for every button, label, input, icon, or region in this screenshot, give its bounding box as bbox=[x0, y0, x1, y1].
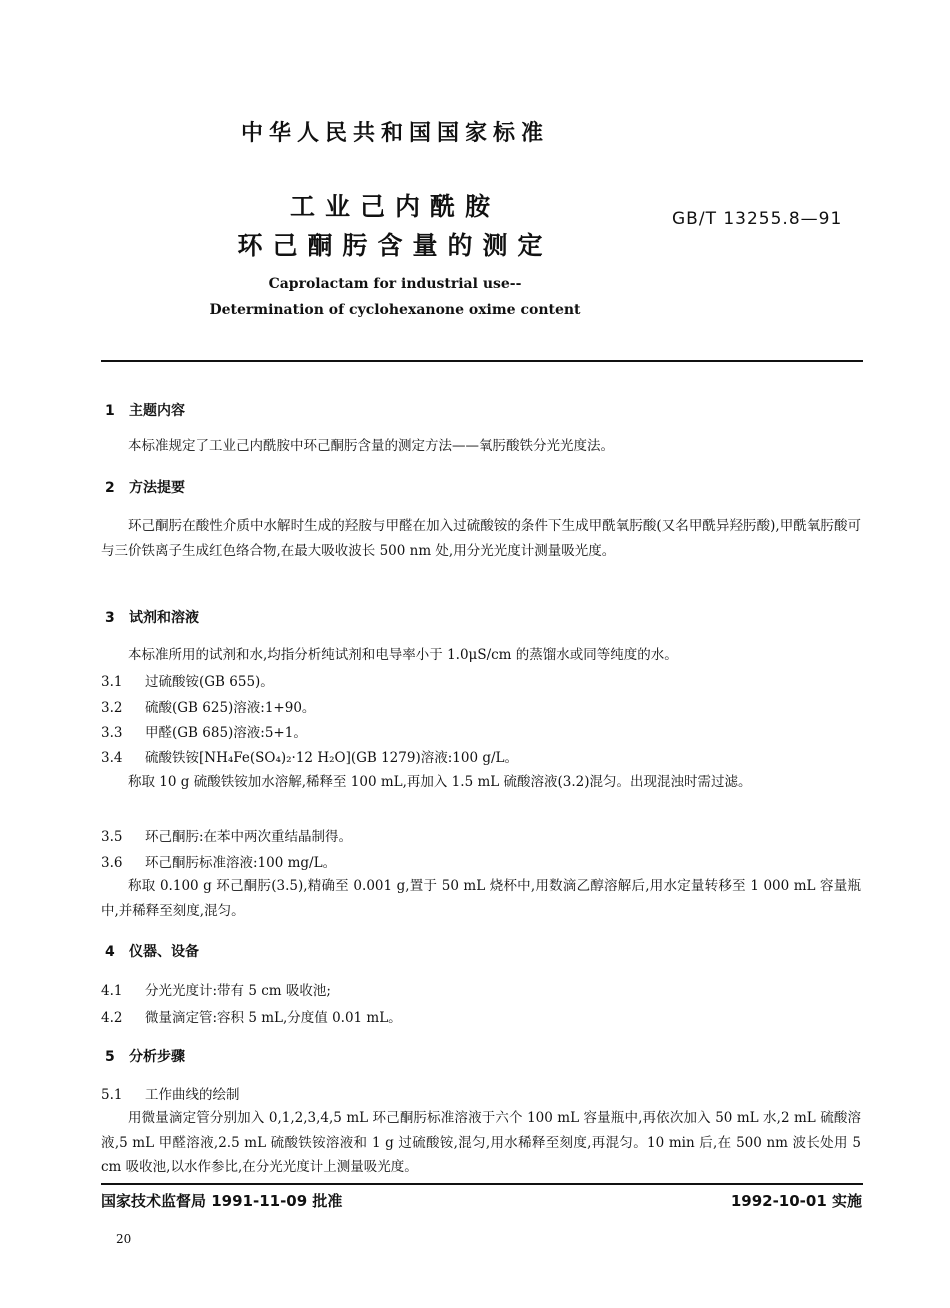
section-5-heading bbox=[105, 1046, 185, 1066]
section-2-text: 环己酮肟在酸性介质中水解时生成的羟胺与甲醛在加入过硫酸铵的条件下生成甲酰氧肟酸(又名甲酰异羟肟酸),甲酰氧肟酸可与三价铁离子生成红色络合物,在最大吸收波长 500 nm 处,用分光光度计测量吸光度。 bbox=[101, 518, 861, 559]
item-number: 4.1 bbox=[101, 983, 123, 999]
item-text: 环己酮肟:在苯中两次重结晶制得。 bbox=[145, 829, 353, 845]
section-3-intro: 本标准所用的试剂和水,均指分析纯试剂和电导率小于 1.0μS/cm 的蒸馏水或同等纯度的水。 bbox=[128, 647, 678, 663]
subsection-5-1 bbox=[101, 1083, 240, 1103]
item-text: 微量滴定管:容积 5 mL,分度值 0.01 mL。 bbox=[145, 1010, 402, 1026]
effective-date: 1992-10-01 实施 bbox=[730, 1192, 862, 1210]
item-text: 工作曲线的绘制 bbox=[145, 1087, 240, 1103]
issuing-organization: 中华人民共和国国家标准 bbox=[240, 121, 549, 146]
item-text: 硫酸(GB 625)溶液:1+90。 bbox=[145, 700, 316, 716]
section-1-text: 本标准规定了工业己内酰胺中环己酮肟含量的测定方法——氧肟酸铁分光光度法。 bbox=[128, 438, 614, 454]
item-number: 5.1 bbox=[101, 1087, 123, 1103]
section-title: 分析步骤 bbox=[129, 1049, 185, 1065]
section-4-heading bbox=[105, 941, 199, 961]
section-5-1-text: 用微量滴定管分别加入 0,1,2,3,4,5 mL 环己酮肟标准溶液于六个 100 mL 容量瓶中,再依次加入 50 mL 水,2 mL 硫酸溶液,5 mL 甲醛溶液,2.5 mL 硫酸铁铵溶液和 1 g 过硫酸铵,混匀,用水稀释至刻度,再混匀。10 min 后,在 500 nm 波长处用 5 cm 吸收池,以水作参比,在分光光度计上测量吸光度。 bbox=[101, 1110, 861, 1175]
section-title: 方法提要 bbox=[129, 480, 185, 496]
item-number: 3.1 bbox=[101, 674, 123, 690]
section-title: 仪器、设备 bbox=[129, 944, 199, 960]
title-cn-line1: 工业己内酰胺 bbox=[289, 192, 500, 221]
section-number: 5 bbox=[105, 1049, 115, 1065]
item-number: 3.6 bbox=[101, 855, 123, 871]
item-text: 环己酮肟标准溶液:100 mg/L。 bbox=[145, 855, 337, 871]
page-number: 20 bbox=[116, 1232, 132, 1246]
footer-rule bbox=[101, 1183, 863, 1185]
section-title: 试剂和溶液 bbox=[129, 610, 199, 626]
item-3-5 bbox=[101, 825, 352, 845]
item-3-3 bbox=[101, 721, 307, 741]
item-number: 3.5 bbox=[101, 829, 123, 845]
item-text: 甲醛(GB 685)溶液:5+1。 bbox=[145, 725, 307, 741]
section-number: 2 bbox=[105, 480, 115, 496]
item-3-6 bbox=[101, 851, 336, 871]
section-number: 4 bbox=[105, 944, 115, 960]
item-number: 3.2 bbox=[101, 700, 123, 716]
item-4-1 bbox=[101, 979, 331, 999]
item-number: 3.3 bbox=[101, 725, 123, 741]
item-4-2 bbox=[101, 1006, 402, 1026]
section-title: 主题内容 bbox=[129, 403, 185, 419]
item-number: 4.2 bbox=[101, 1010, 123, 1026]
section-3-heading bbox=[105, 607, 199, 627]
item-3-6-note: 称取 0.100 g 环己酮肟(3.5),精确至 0.001 g,置于 50 mL 烧杯中,用数滴乙醇溶解后,用水定量转移至 1 000 mL 容量瓶中,并稀释至刻度,混匀。 bbox=[101, 878, 861, 919]
standard-code: GB/T 13255.8—91 bbox=[672, 209, 843, 229]
item-text: 硫酸铁铵[NH₄Fe(SO₄)₂·12 H₂O](GB 1279)溶液:100 g/L。 bbox=[145, 750, 518, 766]
section-1-heading bbox=[105, 400, 185, 420]
item-3-1 bbox=[101, 670, 274, 690]
item-3-4-note: 称取 10 g 硫酸铁铵加水溶解,稀释至 100 mL,再加入 1.5 mL 硫酸溶液(3.2)混匀。出现混浊时需过滤。 bbox=[128, 774, 752, 790]
item-3-4 bbox=[101, 746, 518, 766]
section-number: 1 bbox=[105, 403, 115, 419]
approval-date: 国家技术监督局 1991-11-09 批准 bbox=[101, 1192, 343, 1210]
item-3-2 bbox=[101, 696, 315, 716]
title-en-line2: Determination of cyclohexanone oxime content bbox=[209, 302, 581, 318]
title-en-line1: Caprolactam for industrial use-- bbox=[268, 276, 522, 292]
header-rule bbox=[101, 360, 863, 362]
section-2-heading bbox=[105, 477, 185, 497]
item-text: 过硫酸铵(GB 655)。 bbox=[145, 674, 274, 690]
title-cn-line2: 环己酮肟含量的测定 bbox=[237, 231, 553, 260]
section-number: 3 bbox=[105, 610, 115, 626]
item-number: 3.4 bbox=[101, 750, 123, 766]
item-text: 分光光度计:带有 5 cm 吸收池; bbox=[145, 983, 331, 999]
